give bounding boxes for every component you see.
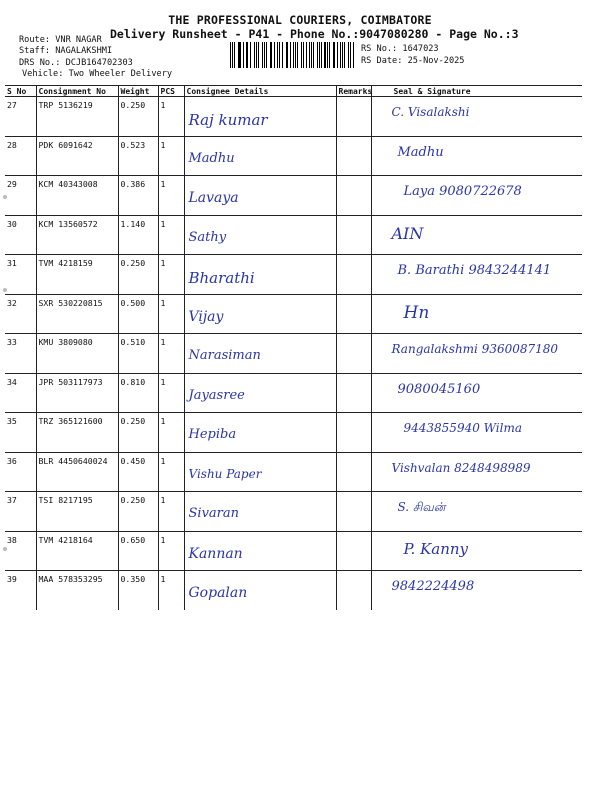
vehicle-label: Vehicle: Two Wheeler Delivery (22, 69, 173, 79)
consignment-number: TVM 4218159 (36, 255, 118, 295)
punch-hole (3, 288, 7, 292)
barcode-bar (274, 42, 275, 68)
signature-handwriting: P. Kanny (403, 539, 469, 558)
table-row (5, 492, 582, 532)
barcode-bar (311, 42, 312, 68)
table-header-row (5, 86, 582, 97)
consignment-number: KMU 3809080 (36, 334, 118, 374)
runsheet-title: Delivery Runsheet - P41 - Phone No.:9047080280 - Page No.:3 (110, 27, 519, 41)
punch-hole (3, 547, 7, 551)
signature-handwriting: Laya 9080722678 (403, 184, 522, 199)
remarks-cell (336, 334, 371, 374)
consignee-handwriting: Sathy (188, 229, 227, 245)
consignee-cell (184, 492, 336, 532)
row-sno: 37 (5, 492, 36, 532)
staff-label: Staff: NAGALAKSHMI (19, 46, 113, 56)
consignee-handwriting: Hepiba (188, 427, 237, 442)
remarks-cell (336, 97, 371, 137)
remarks-cell (336, 176, 371, 216)
row-sno: 38 (5, 531, 36, 571)
barcode-bar (317, 42, 318, 68)
consignee-handwriting: Vishu Paper (188, 466, 262, 481)
weight-value: 0.250 (118, 97, 158, 137)
table-row (5, 571, 582, 610)
consignee-cell (184, 413, 336, 453)
consignee-handwriting: Gopalan (188, 585, 248, 601)
pcs-value: 1 (158, 571, 184, 610)
barcode-bar (250, 42, 251, 68)
route-label: Route: VNR NAGAR (19, 35, 102, 45)
rs-number: RS No.: 1647023 (361, 44, 439, 54)
seal-cell (371, 413, 582, 453)
table-row (5, 452, 582, 492)
seal-cell (371, 334, 582, 374)
signature-handwriting: C. Visalakshi (391, 105, 470, 119)
signature-handwriting: Rangalakshmi 9360087180 (391, 342, 559, 356)
seal-cell (371, 571, 582, 610)
seal-cell (371, 492, 582, 532)
seal-cell (371, 176, 582, 216)
remarks-cell (336, 531, 371, 571)
consignee-handwriting: Kannan (188, 545, 243, 562)
signature-handwriting: Vishvalan 8248498989 (391, 460, 531, 475)
row-sno: 30 (5, 215, 36, 255)
barcode-bar (303, 42, 304, 68)
table-row (5, 136, 582, 176)
table-row (5, 255, 582, 295)
table-row (5, 531, 582, 571)
consignee-cell (184, 571, 336, 610)
weight-value: 0.250 (118, 255, 158, 295)
barcode-bar (348, 42, 349, 68)
remarks-cell (336, 215, 371, 255)
barcode-bar (254, 42, 255, 68)
row-sno: 31 (5, 255, 36, 295)
barcode-bar (258, 42, 259, 68)
barcode-bar (344, 42, 345, 68)
header-seal: Seal & Signature (371, 86, 582, 97)
table-row (5, 97, 582, 137)
row-sno: 34 (5, 373, 36, 413)
weight-value: 0.350 (118, 571, 158, 610)
barcode-bar (239, 42, 240, 68)
row-sno: 33 (5, 334, 36, 374)
remarks-cell (336, 413, 371, 453)
remarks-cell (336, 136, 371, 176)
weight-value: 0.450 (118, 452, 158, 492)
pcs-value: 1 (158, 176, 184, 216)
remarks-cell (336, 492, 371, 532)
weight-value: 1.140 (118, 215, 158, 255)
weight-value: 0.523 (118, 136, 158, 176)
weight-value: 0.810 (118, 373, 158, 413)
seal-cell (371, 215, 582, 255)
consignee-cell (184, 97, 336, 137)
consignee-handwriting: Jayasree (188, 387, 245, 403)
consignee-cell (184, 294, 336, 334)
barcode-bar (329, 42, 330, 68)
pcs-value: 1 (158, 452, 184, 492)
remarks-cell (336, 294, 371, 334)
signature-handwriting: Hn (403, 302, 430, 323)
signature-handwriting: 9842224498 (391, 579, 475, 594)
consignee-cell (184, 255, 336, 295)
pcs-value: 1 (158, 492, 184, 532)
header-weight: Weight (118, 86, 158, 97)
consignment-number: KCM 13560572 (36, 215, 118, 255)
barcode-bar (301, 42, 302, 68)
barcode-bar (277, 42, 278, 68)
remarks-cell (336, 452, 371, 492)
table-row (5, 176, 582, 216)
consignee-cell (184, 452, 336, 492)
row-sno: 36 (5, 452, 36, 492)
barcode-bar (282, 42, 283, 68)
remarks-cell (336, 373, 371, 413)
header-consignee: Consignee Details (184, 86, 336, 97)
row-sno: 29 (5, 176, 36, 216)
signature-handwriting: AIN (391, 223, 424, 243)
remarks-cell (336, 571, 371, 610)
consignment-number: TRP 5136219 (36, 97, 118, 137)
pcs-value: 1 (158, 97, 184, 137)
consignment-number: TSI 8217195 (36, 492, 118, 532)
signature-handwriting: B. Barathi 9843244141 (397, 263, 552, 278)
barcode-bar (324, 42, 325, 68)
consignee-cell (184, 531, 336, 571)
pcs-value: 1 (158, 413, 184, 453)
consignee-handwriting: Bharathi (188, 269, 255, 287)
consignment-number: PDK 6091642 (36, 136, 118, 176)
seal-cell (371, 531, 582, 571)
signature-handwriting: 9443855940 Wilma (403, 421, 522, 435)
row-sno: 32 (5, 294, 36, 334)
table-row (5, 413, 582, 453)
header-sno: S No (5, 86, 36, 97)
pcs-value: 1 (158, 294, 184, 334)
consignment-number: MAA 578353295 (36, 571, 118, 610)
delivery-table (5, 85, 582, 610)
weight-value: 0.386 (118, 176, 158, 216)
seal-cell (371, 97, 582, 137)
consignee-cell (184, 136, 336, 176)
consignee-handwriting: Lavaya (188, 190, 239, 206)
company-name: THE PROFESSIONAL COURIERS, COIMBATORE (168, 13, 432, 27)
barcode-bar (290, 42, 291, 68)
pcs-value: 1 (158, 215, 184, 255)
table-row (5, 334, 582, 374)
pcs-value: 1 (158, 334, 184, 374)
weight-value: 0.500 (118, 294, 158, 334)
consignment-number: TRZ 365121600 (36, 413, 118, 453)
rs-date: RS Date: 25-Nov-2025 (361, 56, 465, 66)
row-sno: 27 (5, 97, 36, 137)
weight-value: 0.250 (118, 492, 158, 532)
consignee-cell (184, 373, 336, 413)
remarks-cell (336, 255, 371, 295)
table-row (5, 215, 582, 255)
consignment-number: JPR 503117973 (36, 373, 118, 413)
pcs-value: 1 (158, 373, 184, 413)
consignee-handwriting: Narasiman (188, 348, 261, 363)
signature-handwriting: 9080045160 (397, 381, 481, 397)
consignee-cell (184, 334, 336, 374)
pcs-value: 1 (158, 136, 184, 176)
table-row (5, 373, 582, 413)
consignment-number: SXR 530220815 (36, 294, 118, 334)
consignee-handwriting: Sivaran (188, 506, 239, 521)
table-row (5, 294, 582, 334)
seal-cell (371, 255, 582, 295)
barcode-bar (238, 42, 239, 68)
signature-handwriting: Madhu (397, 144, 444, 160)
seal-cell (371, 452, 582, 492)
weight-value: 0.510 (118, 334, 158, 374)
consignment-number: BLR 4450640024 (36, 452, 118, 492)
pcs-value: 1 (158, 531, 184, 571)
consignee-cell (184, 176, 336, 216)
header-consignment: Consignment No (36, 86, 118, 97)
row-sno: 35 (5, 413, 36, 453)
seal-cell (371, 136, 582, 176)
barcode-bar (337, 42, 338, 68)
weight-value: 0.650 (118, 531, 158, 571)
barcode-bar (230, 42, 231, 68)
barcode-bar (266, 42, 267, 68)
barcode-image (230, 42, 356, 68)
header-remarks: Remarks (336, 86, 371, 97)
row-sno: 39 (7, 574, 17, 584)
consignee-handwriting: Vijay (188, 308, 224, 325)
pcs-value: 1 (158, 255, 184, 295)
row-sno: 28 (5, 136, 36, 176)
consignment-number: TVM 4218164 (36, 531, 118, 571)
drs-number: DRS No.: DCJB164702303 (19, 58, 133, 68)
signature-handwriting: S. சிவன் (397, 500, 446, 514)
seal-cell (371, 373, 582, 413)
header-pcs: PCS (158, 86, 184, 97)
punch-hole (3, 195, 7, 199)
consignee-cell (184, 215, 336, 255)
consignment-number: KCM 40343008 (36, 176, 118, 216)
consignee-handwriting: Raj kumar (188, 111, 268, 129)
consignee-handwriting: Madhu (188, 150, 235, 166)
seal-cell (371, 294, 582, 334)
weight-value: 0.250 (118, 413, 158, 453)
